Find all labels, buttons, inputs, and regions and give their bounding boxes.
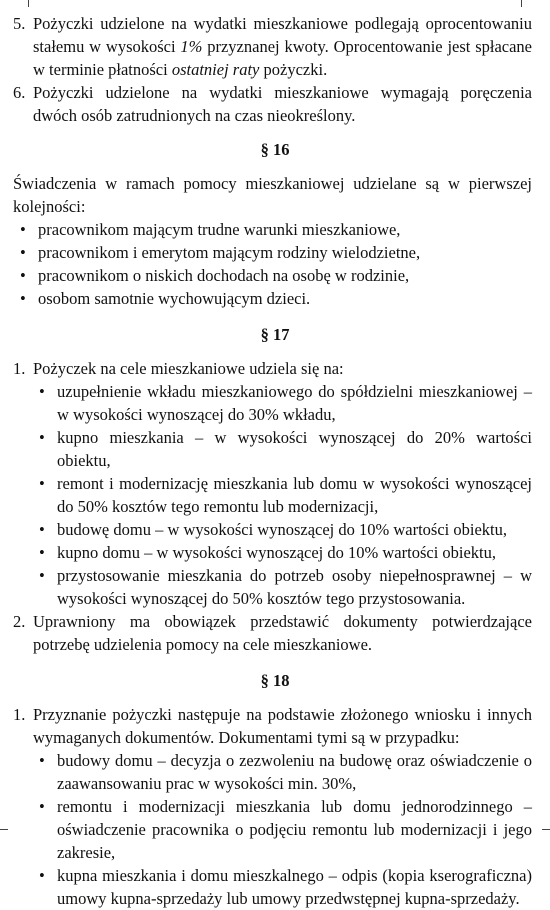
item-number: 1. bbox=[13, 359, 26, 378]
crop-mark-top-right bbox=[521, 0, 522, 7]
list-item: • kupno domu – w wysokości wynoszącej do 10% wartości obiektu, bbox=[39, 543, 497, 562]
bullet-icon: • bbox=[39, 428, 45, 447]
section-16-intro: Świadczenia w ramach pomocy mieszkaniowej udzielane są w pierwszej kolejności: bbox=[13, 174, 532, 216]
crop-mark-top-left bbox=[28, 0, 29, 7]
bullet-icon: • bbox=[39, 797, 45, 816]
bullet-icon: • bbox=[20, 243, 26, 262]
bullet-icon: • bbox=[20, 266, 26, 285]
bullet-icon: • bbox=[39, 751, 45, 770]
list-item: • budowy domu – decyzja o zezwoleniu na budowę oraz oświadczenie o zaawansowaniu prac w wysokości min. 30%, bbox=[39, 751, 532, 793]
item-5 bbox=[0, 12, 550, 81]
item-number: 6. bbox=[13, 83, 26, 102]
item-text: Pożyczki udzielone na wydatki mieszkaniowe wymagają poręczenia dwóch osób zatrudnionych na czas nieokreślony. bbox=[33, 83, 532, 125]
section-17-list bbox=[0, 380, 550, 610]
list-item: • uzupełnienie wkładu mieszkaniowego do spółdzielni mieszkaniowej – w wysokości wynoszącej do 30% wkładu, bbox=[39, 382, 532, 424]
list-item: • budowę domu – w wysokości wynoszącej do 10% wartości obiektu, bbox=[39, 520, 508, 539]
section-heading-17: § 17 bbox=[260, 325, 290, 344]
section-18-item-1 bbox=[0, 703, 550, 749]
section-18-list bbox=[0, 749, 550, 910]
list-item: • pracownikom i emerytom mającym rodziny wielodzietne, bbox=[20, 243, 421, 262]
item-text: Pożyczek na cele mieszkaniowe udziela się na: bbox=[33, 359, 344, 378]
bullet-icon: • bbox=[39, 382, 45, 401]
item-6 bbox=[0, 81, 550, 127]
item-text: Pożyczki udzielone na wydatki mieszkaniowe podlegają oprocentowaniu stałemu w wysokości 1% przyznanej kwoty. Oprocentowanie jest spłacane w terminie płatności ostatniej raty pożyczki. bbox=[33, 14, 532, 79]
item-number: 1. bbox=[13, 705, 26, 724]
bullet-icon: • bbox=[20, 289, 26, 308]
bullet-icon: • bbox=[20, 220, 26, 239]
item-number: 2. bbox=[13, 612, 26, 631]
item-text: Uprawniony ma obowiązek przedstawić dokumenty potwierdzające potrzebę udzielenia pomocy na cele mieszkaniowe. bbox=[33, 612, 532, 654]
list-item: • remont i modernizację mieszkania lub domu w wysokości wynoszącej do 50% kosztów tego remontu lub modernizacji, bbox=[39, 474, 532, 516]
document-page bbox=[0, 12, 550, 910]
item-text: Przyznanie pożyczki następuje na podstawie złożonego wniosku i innych wymaganych dokumentów. Dokumentami tymi są w przypadku: bbox=[33, 705, 532, 747]
list-item: • przystosowanie mieszkania do potrzeb osoby niepełnosprawnej – w wysokości wynoszącej do 50% kosztów tego przystosowania. bbox=[39, 566, 532, 608]
bullet-icon: • bbox=[39, 474, 45, 493]
list-item: • osobom samotnie wychowującym dzieci. bbox=[20, 289, 311, 308]
list-item: • kupna mieszkania i domu mieszkalnego – odpis (kopia kserograficzna) umowy kupna-sprzedaży lub umowy przedwstępnej kupna-sprzedaży. bbox=[39, 866, 532, 908]
list-item: • pracownikom o niskich dochodach na osobę w rodzinie, bbox=[20, 266, 410, 285]
bullet-icon: • bbox=[39, 520, 45, 539]
section-heading-18: § 18 bbox=[260, 671, 290, 690]
section-16-list bbox=[0, 218, 550, 310]
section-heading-16: § 16 bbox=[260, 140, 290, 159]
section-17-item-2 bbox=[0, 610, 550, 656]
list-item: • pracownikom mającym trudne warunki mieszkaniowe, bbox=[20, 220, 401, 239]
item-number: 5. bbox=[13, 14, 26, 33]
list-item: • remontu i modernizacji mieszkania lub domu jednorodzinnego – oświadczenie pracownika o podjęciu remontu lub modernizacji i jego zakresie, bbox=[39, 797, 532, 862]
list-item: • kupno mieszkania – w wysokości wynoszącej do 20% wartości obiektu, bbox=[39, 428, 532, 470]
section-17-item-1 bbox=[0, 357, 550, 380]
bullet-icon: • bbox=[39, 866, 45, 885]
bullet-icon: • bbox=[39, 566, 45, 585]
bullet-icon: • bbox=[39, 543, 45, 562]
